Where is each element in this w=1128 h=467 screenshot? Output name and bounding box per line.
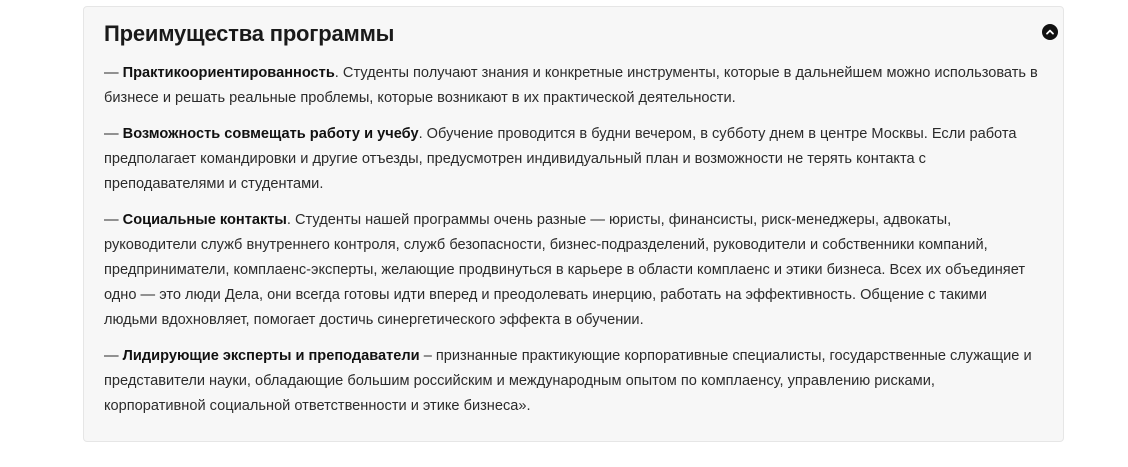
- item-text: . Обучение проводится в будни вечером, в субботу днем в центре Москвы. Если работа предполагает командировки и другие отъезды, предусмотрен индивидуальный план и возможности не терять контакта с преподавателями и студентами.: [104, 126, 1017, 192]
- item-heading: Социальные контакты: [122, 212, 287, 228]
- item-dash: —: [104, 348, 123, 364]
- item-dash: —: [104, 126, 123, 142]
- section-title: Преимущества программы: [104, 21, 395, 46]
- advantage-item: [104, 344, 1039, 419]
- item-text: . Студенты нашей программы очень разные — юристы, финансисты, риск-менеджеры, адвокаты, руководители служб внутреннего контроля, служб безопасности, бизнес-подразделений, руководители и собственники компаний, предприниматели, комплаенс-эксперты, желающие продвинуться в карьере в области комплаенс и этики бизнеса. Всех их объединяет одно — это люди Дела, они всегда готовы идти вперед и преодолевать инерцию, работать на эффективность. Общение с такими людьми вдохновляет, помогает достичь синергетического эффекта в обучении.: [104, 212, 1026, 328]
- chevron-up-icon: [1045, 27, 1055, 37]
- advantages-accordion: [83, 6, 1064, 442]
- advantage-item: [104, 122, 1039, 197]
- advantage-item: [104, 208, 1039, 333]
- item-heading: Практикоориентированность: [122, 65, 335, 81]
- item-dash: —: [104, 65, 123, 81]
- item-dash: —: [104, 212, 123, 228]
- item-text: – признанные практикующие корпоративные специалисты, государственные служащие и представители науки, обладающие большим российским и международным опытом по комплаенсу, управлению рисками, корпоративной социальной ответственности и этике бизнеса».: [104, 348, 1032, 414]
- accordion-body: [104, 61, 1039, 430]
- item-heading: Лидирующие эксперты и преподаватели: [122, 348, 420, 364]
- collapse-toggle-button[interactable]: [1042, 24, 1058, 40]
- advantage-item: [104, 61, 1039, 111]
- item-text: . Студенты получают знания и конкретные инструменты, которые в дальнейшем можно использовать в бизнесе и решать реальные проблемы, которые возникают в их практической деятельности.: [104, 65, 1038, 106]
- accordion-header[interactable]: [84, 7, 1063, 61]
- item-heading: Возможность совмещать работу и учебу: [122, 126, 419, 142]
